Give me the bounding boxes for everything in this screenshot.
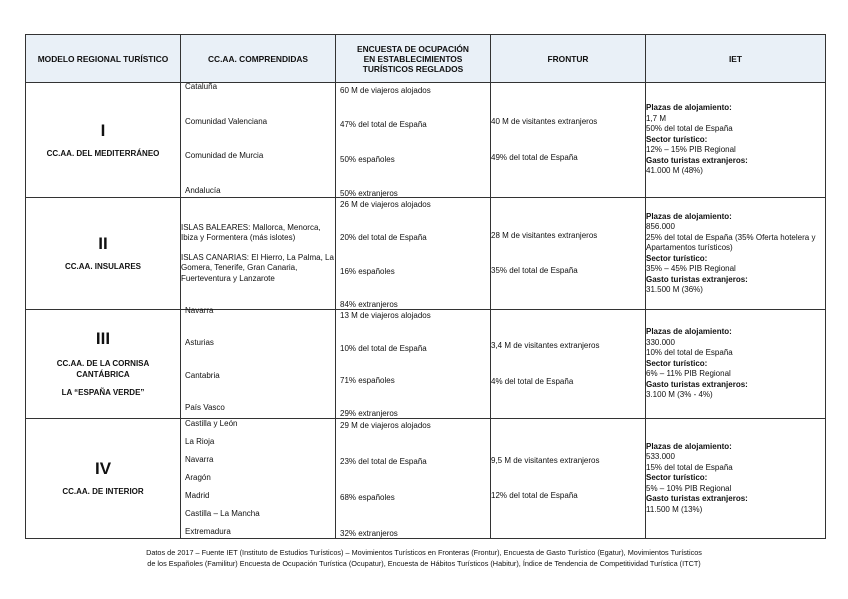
list-item: Madrid [185, 491, 210, 501]
list-item: 71% españoles [340, 376, 395, 385]
list-item: Navarra [185, 305, 214, 315]
list-item: Cataluña [185, 82, 218, 91]
encuesta-cell [336, 198, 491, 310]
iet-plazas-label: Plazas de alojamiento: [646, 211, 732, 221]
zone-subname: LA “ESPAÑA VERDE” [61, 388, 145, 398]
list-item: 32% extranjeros [340, 528, 398, 538]
ccaa-cell [181, 83, 336, 198]
header-encuesta: ENCUESTA DE OCUPACIÓN EN ESTABLECIMIENTOS TURÍSTICOS REGLADOS [336, 35, 491, 83]
list-item: 23% del total de España [340, 456, 427, 466]
frontur-visitors: 40 M de visitantes extranjeros [491, 117, 598, 126]
list-item: 13 M de viajeros alojados [340, 311, 431, 320]
header-iet: IET [646, 35, 826, 83]
table-row [26, 310, 826, 419]
list-item: 84% extranjeros [340, 300, 398, 309]
zone-numeral: IV [94, 459, 112, 479]
frontur-share: 49% del total de España [491, 152, 578, 162]
iet-plazas-value: 856.000 [646, 222, 675, 231]
frontur-cell [491, 83, 646, 198]
list-item: La Rioja [185, 437, 215, 447]
list-item: 60 M de viajeros alojados [340, 85, 431, 95]
iet-sector-label: Sector turístico: [646, 473, 708, 483]
iet-plazas-share: 50% del total de España [646, 124, 733, 134]
zone-cell [26, 198, 181, 310]
list-item: Cantabria [185, 370, 220, 380]
iet-gasto-value: 31.500 M (36%) [646, 285, 703, 294]
ccaa-cell [181, 419, 336, 539]
frontur-share: 4% del total de España [491, 376, 574, 386]
header-model: MODELO REGIONAL TURÍSTICO [26, 35, 181, 83]
zone-name: CC.AA. DE LA CORNISA CANTÁBRICA [56, 359, 150, 379]
zone-name: CC.AA. DE INTERIOR [62, 487, 144, 497]
iet-plazas-label: Plazas de alojamiento: [646, 103, 732, 113]
encuesta-cell [336, 83, 491, 198]
list-item: ISLAS CANARIAS: El Hierro, La Palma, La Gomera, Tenerife, Gran Canaria, Fuerteventura y Lanzarote [181, 252, 334, 283]
iet-sector-label: Sector turístico: [646, 134, 708, 144]
iet-sector-label: Sector turístico: [646, 253, 708, 263]
frontur-cell [491, 198, 646, 310]
zone-numeral: II [98, 234, 108, 254]
iet-plazas-share: 15% del total de España [646, 462, 733, 472]
frontur-share: 12% del total de España [491, 491, 578, 500]
iet-cell [646, 310, 826, 419]
iet-cell [646, 198, 826, 310]
frontur-share: 35% del total de España [491, 266, 578, 275]
header-frontur: FRONTUR [491, 35, 646, 83]
footnote-line-2: de los Españoles (Familitur) Encuesta de Ocupación Turística (Ocupatur), Encuesta de Hábitos Turísticos (Habitur), Índice de Tendencia de Competitividad Turística (ITCT) [147, 558, 701, 568]
zone-name: CC.AA. INSULARES [64, 262, 141, 272]
list-item: ISLAS BALEARES: Mallorca, Menorca, Ibiza y Formentera (más islotes) [181, 222, 321, 243]
table-row [26, 198, 826, 310]
iet-gasto-label: Gasto turistas extranjeros: [646, 379, 748, 389]
frontur-visitors: 28 M de visitantes extranjeros [491, 230, 598, 240]
list-item: 20% del total de España [340, 233, 427, 242]
list-item: Aragón [185, 473, 211, 483]
list-item: 29% extranjeros [340, 408, 398, 418]
source-footnote [20, 548, 828, 569]
list-item: 16% españoles [340, 266, 395, 276]
iet-plazas-share: 10% del total de España [646, 348, 733, 358]
encuesta-cell [336, 419, 491, 539]
iet-plazas-label: Plazas de alojamiento: [646, 441, 732, 451]
frontur-cell [491, 419, 646, 539]
list-item: 26 M de viajeros alojados [340, 199, 431, 209]
list-item: 50% españoles [340, 154, 395, 164]
list-item: Castilla y León [185, 419, 238, 428]
iet-sector-value: 12% – 15% PIB Regional [646, 145, 736, 155]
zone-cell [26, 83, 181, 198]
ccaa-cell [181, 305, 336, 419]
list-item: 68% españoles [340, 492, 395, 502]
zone-numeral: I [100, 120, 106, 140]
zone-numeral: III [95, 329, 111, 349]
iet-cell [646, 419, 826, 539]
iet-gasto-label: Gasto turistas extranjeros: [646, 274, 748, 284]
list-item: Navarra [185, 455, 214, 465]
list-item: Andalucía [185, 185, 221, 195]
zone-cell [26, 419, 181, 539]
iet-gasto-label: Gasto turistas extranjeros: [646, 155, 748, 165]
list-item: 50% extranjeros [340, 189, 398, 198]
encuesta-cell [336, 310, 491, 419]
header-row [26, 35, 826, 83]
frontur-cell [491, 310, 646, 419]
list-item: Castilla – La Mancha [185, 509, 260, 519]
iet-plazas-share: 25% del total de España (35% Oferta hotelera y Apartamentos turísticos) [646, 232, 816, 252]
zone-cell [26, 310, 181, 419]
iet-plazas-value: 330.000 [646, 337, 675, 347]
iet-cell [646, 83, 826, 198]
iet-plazas-value: 1,7 M [646, 113, 667, 123]
iet-plazas-value: 533.000 [646, 452, 675, 462]
iet-plazas-label: Plazas de alojamiento: [646, 327, 732, 337]
list-item: Asturias [185, 338, 214, 347]
iet-sector-label: Sector turístico: [646, 358, 708, 368]
list-item: 10% del total de España [340, 343, 427, 353]
iet-sector-value: 6% – 11% PIB Regional [646, 369, 731, 379]
frontur-visitors: 3,4 M de visitantes extranjeros [491, 341, 600, 350]
iet-gasto-value: 41.000 M (48%) [646, 166, 703, 176]
list-item: Comunidad Valenciana [185, 116, 268, 126]
list-item: 47% del total de España [340, 120, 427, 129]
list-item: 29 M de viajeros alojados [340, 420, 431, 430]
zone-name: CC.AA. DEL MEDITERRÁNEO [46, 148, 160, 158]
frontur-visitors: 9,5 M de visitantes extranjeros [491, 455, 600, 465]
iet-gasto-label: Gasto turistas extranjeros: [646, 494, 748, 504]
tourism-regional-models-table [25, 34, 826, 539]
list-item: Comunidad de Murcia [185, 151, 264, 160]
footnote-line-1: Datos de 2017 – Fuente IET (Instituto de Estudios Turísticos) – Movimientos Turísticos en Fronteras (Frontur), Encuesta de Gasto Turístico (Egatur), Movimientos Turísticos [146, 548, 702, 557]
header-ccaa: CC.AA. COMPRENDIDAS [181, 35, 336, 83]
table-row [26, 83, 826, 198]
ccaa-cell [181, 198, 336, 310]
iet-sector-value: 35% – 45% PIB Regional [646, 264, 736, 273]
list-item: País Vasco [185, 403, 225, 412]
list-item: Extremadura [185, 527, 231, 537]
iet-gasto-value: 3.100 M (3% - 4%) [646, 390, 713, 400]
table-row [26, 419, 826, 539]
iet-sector-value: 5% – 10% PIB Regional [646, 483, 732, 493]
iet-gasto-value: 11.500 M (13%) [646, 504, 703, 514]
